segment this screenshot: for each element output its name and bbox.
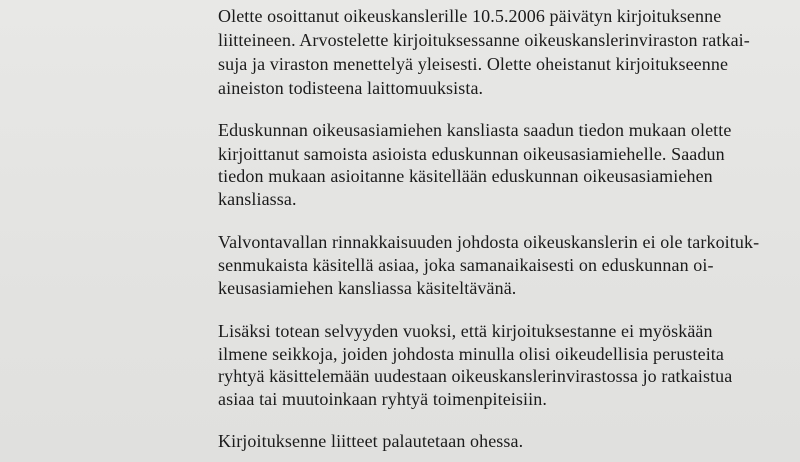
paragraph-1-line-3: suja ja viraston menettelyä yleisesti. Olette oheistanut kirjoitukseenne — [218, 54, 729, 74]
paragraph-2-line-3: tiedon mukaan asioitanne käsitellään eduskunnan oikeusasiamiehen — [218, 166, 713, 186]
paragraph-1-line-2: liitteineen. Arvostelette kirjoituksessanne oikeuskanslerinviraston ratkai- — [218, 30, 750, 50]
paragraph-3-line-3: keusasiamiehen kansliassa käsiteltävänä. — [218, 278, 517, 298]
paragraph-5-line-1: Kirjoituksenne liitteet palautetaan ohessa. — [218, 431, 524, 451]
paragraph-4-line-3: ryhtyä käsittelemään uudestaan oikeuskanslerinvirastossa jo ratkaistua — [218, 366, 733, 386]
paragraph-1-line-4: aineiston todisteena laittomuuksista. — [218, 78, 484, 98]
paragraph-3-line-2: senmukaista käsitellä asiaa, joka samanaikaisesti on eduskunnan oi- — [218, 255, 714, 275]
paragraph-2-line-1: Eduskunnan oikeusasiamiehen kansliasta saadun tiedon mukaan olette — [218, 120, 732, 140]
paragraph-3-line-1: Valvontavallan rinnakkaisuuden johdosta oikeuskanslerin ei ole tarkoituk- — [218, 232, 760, 252]
paragraph-1-line-1: Olette osoittanut oikeuskanslerille 10.5.2006 päivätyn kirjoituksenne — [218, 6, 722, 26]
paragraph-4-line-4: asiaa tai muutoinkaan ryhtyä toimenpiteisiin. — [218, 389, 547, 409]
paragraph-4-line-2: ilmene seikkoja, joiden johdosta minulla olisi oikeudellisia perusteita — [218, 344, 725, 364]
paragraph-4-line-1: Lisäksi totean selvyyden vuoksi, että kirjoituksestanne ei myöskään — [218, 321, 713, 341]
paragraph-2-line-4: kansliassa. — [218, 189, 297, 209]
paragraph-2-line-2: kirjoittanut samoista asioista eduskunnan oikeusasiamiehelle. Saadun — [218, 144, 725, 164]
